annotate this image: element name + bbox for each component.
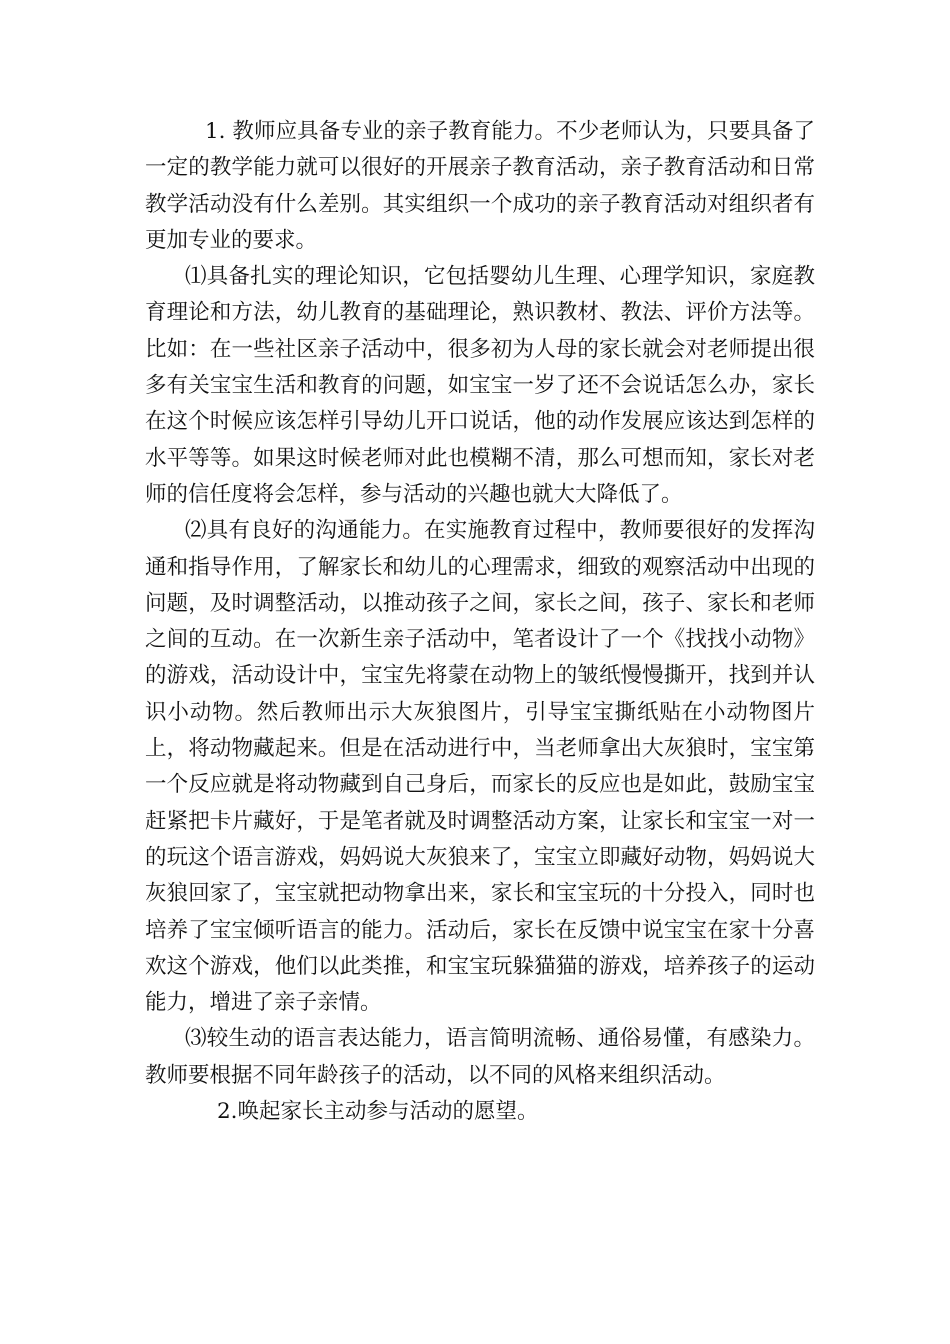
document-body: [145, 114, 815, 1130]
paragraph-3: ⑵具有良好的沟通能力。在实施教育过程中，教师要很好的发挥沟通和指导作用，了解家长和幼儿的心理需求，细致的观察活动中出现的问题，及时调整活动，以推动孩子之间，家长之间，孩子、家长和老师之间的互动。在一次新生亲子活动中，笔者设计了一个《找找小动物》的游戏，活动设计中，宝宝先将蒙在动物上的皱纸慢慢撕开，找到并认识小动物。然后教师出示大灰狼图片，引导宝宝撕纸贴在小动物图片上，将动物藏起来。但是在活动进行中，当老师拿出大灰狼时，宝宝第一个反应就是将动物藏到自己身后，而家长的反应也是如此，鼓励宝宝赶紧把卡片藏好，于是笔者就及时调整活动方案，让家长和宝宝一对一的玩这个语言游戏，妈妈说大灰狼来了，宝宝立即藏好动物，妈妈说大灰狼回家了，宝宝就把动物拿出来，家长和宝宝玩的十分投入，同时也培养了宝宝倾听语言的能力。活动后，家长在反馈中说宝宝在家十分喜欢这个游戏，他们以此类推，和宝宝玩躲猫猫的游戏，培养孩子的运动能力，增进了亲子亲情。: [145, 518, 815, 1016]
paragraph-4: ⑶较生动的语言表达能力，语言简明流畅、通俗易懂，有感染力。教师要根据不同年龄孩子的活动，以不同的风格来组织活动。: [145, 1026, 815, 1088]
paragraph-1: 1. 教师应具备专业的亲子教育能力。不少老师认为，只要具备了一定的教学能力就可以很好的开展亲子教育活动，亲子教育活动和日常教学活动没有什么差别。其实组织一个成功的亲子教育活动对组织者有更加专业的要求。: [145, 119, 815, 253]
section-heading-2: 2.唤起家长主动参与活动的愿望。: [217, 1099, 539, 1125]
paragraph-2: ⑴具备扎实的理论知识，它包括婴幼儿生理、心理学知识，家庭教育理论和方法，幼儿教育的基础理论，熟识教材、教法、评价方法等。比如：在一些社区亲子活动中，很多初为人母的家长就会对老师提出很多有关宝宝生活和教育的问题，如宝宝一岁了还不会说话怎么办，家长在这个时候应该怎样引导幼儿开口说话，他的动作发展应该达到怎样的水平等等。如果这时候老师对此也模糊不清，那么可想而知，家长对老师的信任度将会怎样，参与活动的兴趣也就大大降低了。: [145, 264, 815, 507]
